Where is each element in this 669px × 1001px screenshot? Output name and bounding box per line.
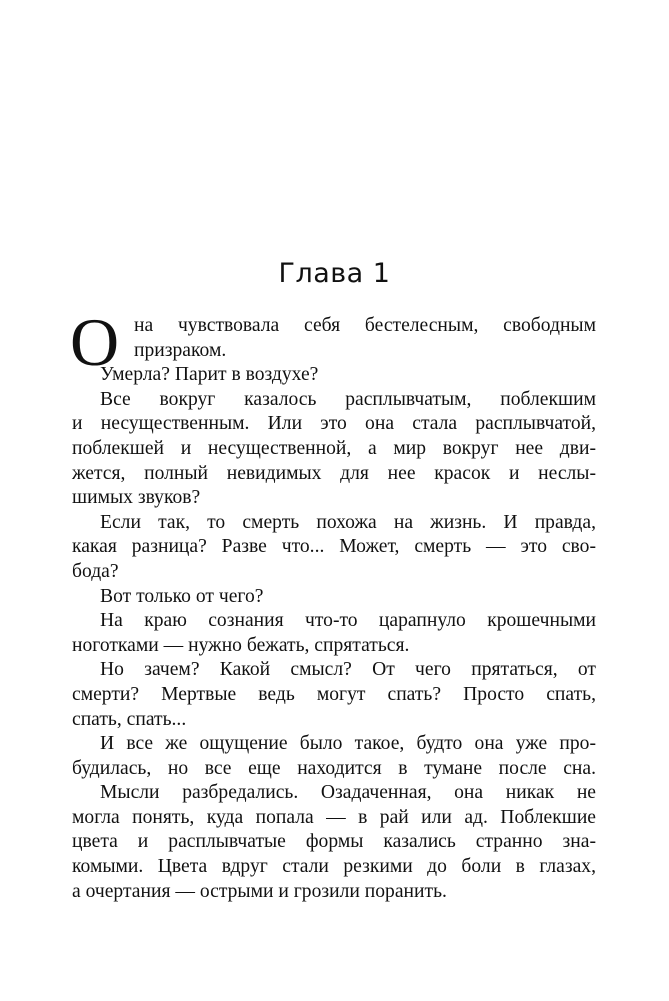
text-lines bbox=[70, 304, 596, 904]
drop-cap: О bbox=[70, 304, 120, 380]
text-line: и несущественным. Или это она стала расплывчатой, bbox=[72, 413, 596, 435]
text-line: Все вокруг казалось расплывчатым, поблекшим bbox=[100, 388, 596, 410]
text-line: а очертания — острыми и грозили поранить. bbox=[72, 880, 447, 902]
text-line: Но зачем? Какой смысл? От чего прятаться, от bbox=[100, 659, 596, 681]
text-line: Мысли разбредались. Озадаченная, она никак не bbox=[100, 782, 596, 804]
text-line: смерти? Мертвые ведь могут спать? Просто спать, bbox=[72, 683, 596, 705]
text-line: призраком. bbox=[134, 339, 227, 361]
text-line: на чувствовала себя бестелесным, свободным bbox=[134, 315, 596, 336]
body-text bbox=[70, 304, 596, 904]
text-line: Умерла? Парит в воздухе? bbox=[100, 364, 319, 386]
text-line: жется, полный невидимых для нее красок и неслы- bbox=[72, 462, 596, 484]
text-line: шимых звуков? bbox=[72, 487, 201, 509]
text-line: спать, спать... bbox=[72, 708, 187, 730]
text-line: Вот только от чего? bbox=[100, 585, 264, 607]
text-line: поблекшей и несущественной, а мир вокруг нее дви- bbox=[72, 437, 596, 459]
text-line: На краю сознания что-то царапнуло крошечными bbox=[100, 610, 596, 632]
chapter-title: Глава 1 bbox=[278, 258, 391, 289]
text-line: могла понять, куда попала — в рай или ад. Поблекшие bbox=[72, 806, 596, 828]
text-line: бода? bbox=[72, 560, 119, 582]
text-line: ноготками — нужно бежать, спрятаться. bbox=[72, 634, 410, 656]
text-line: Если так, то смерть похожа на жизнь. И правда, bbox=[100, 511, 596, 533]
text-line: какая разница? Разве что... Может, смерть — это сво- bbox=[72, 536, 596, 558]
text-line: комыми. Цвета вдруг стали резкими до боли в глазах, bbox=[72, 856, 596, 878]
text-line: будилась, но все еще находится в тумане после сна. bbox=[72, 757, 596, 779]
text-line: И все же ощущение было такое, будто она уже про- bbox=[100, 733, 596, 755]
text-line: цвета и расплывчатые формы казались странно зна- bbox=[72, 831, 596, 853]
